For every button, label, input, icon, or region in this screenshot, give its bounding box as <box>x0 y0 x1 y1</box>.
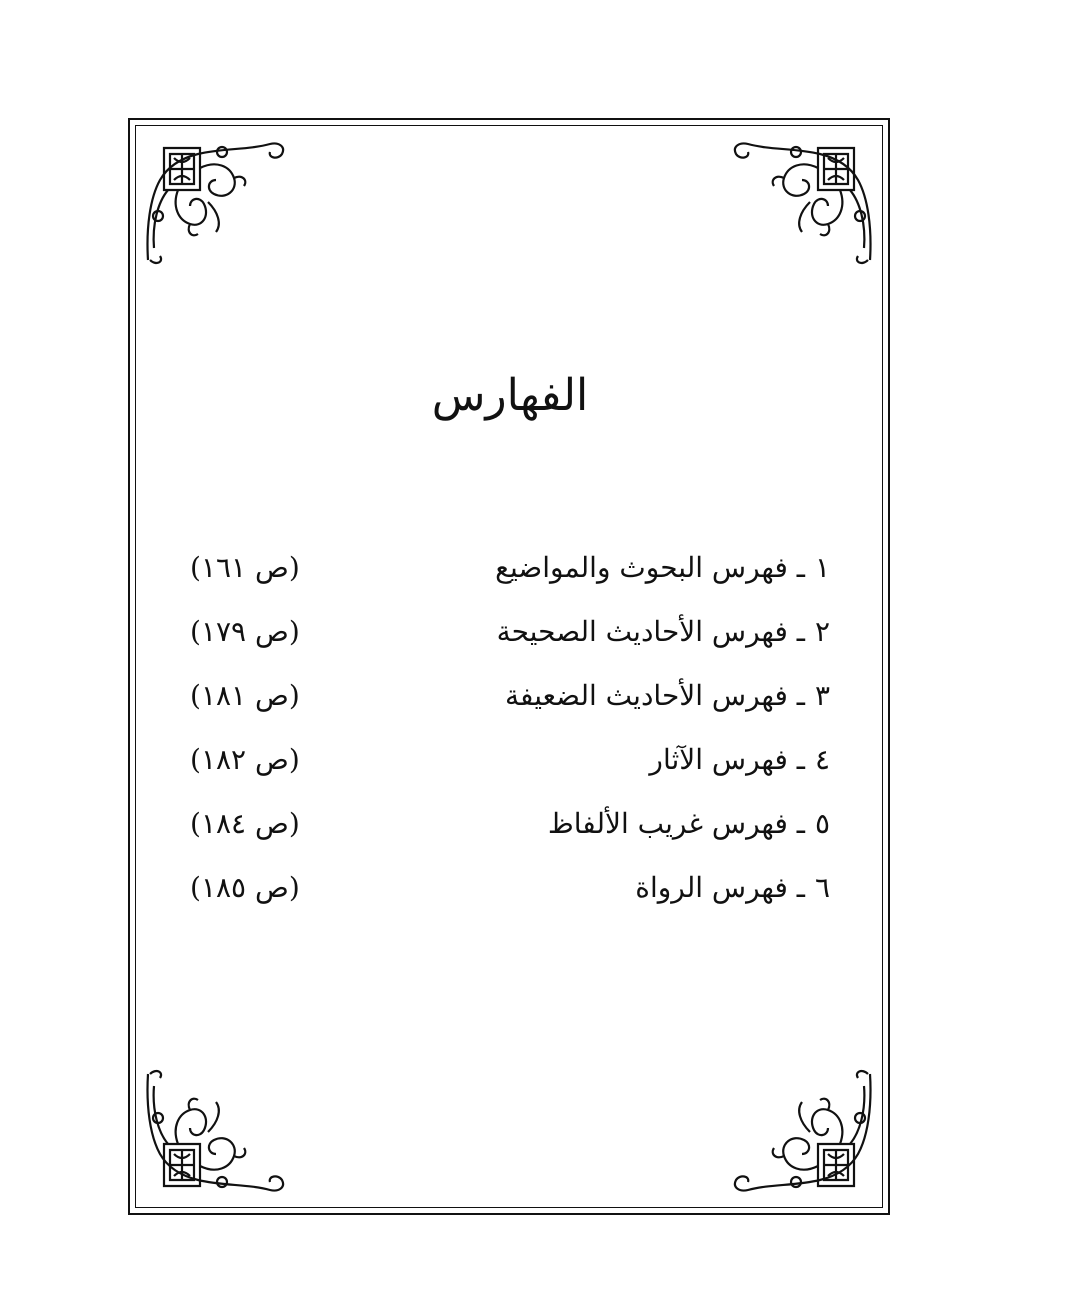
index-list <box>190 535 830 919</box>
entry-number: ٢ <box>814 614 830 648</box>
entry-page-ref: (ص ١٨١) <box>190 678 300 712</box>
entry-label: ـ فهرس الرواة <box>635 870 805 904</box>
entry-label: ـ فهرس الأحاديث الصحيحة <box>496 614 805 648</box>
index-entry[interactable] <box>190 599 830 663</box>
entry-page-ref: (ص ١٨٥) <box>190 870 300 904</box>
entry-label: ـ فهرس البحوث والمواضيع <box>495 550 805 584</box>
entry-page-ref: (ص ١٦١) <box>190 550 300 584</box>
index-entry[interactable] <box>190 791 830 855</box>
entry-label: ـ فهرس غريب الألفاظ <box>547 806 805 840</box>
entry-number: ٣ <box>814 678 830 712</box>
corner-ornament-bottom-right <box>730 1056 880 1206</box>
entry-number: ٦ <box>814 870 830 904</box>
index-entry[interactable] <box>190 855 830 919</box>
page-title: الفهارس <box>431 370 589 421</box>
entry-page-ref: (ص ١٨٢) <box>190 742 300 776</box>
index-entry[interactable] <box>190 727 830 791</box>
entry-number: ٤ <box>814 742 830 776</box>
corner-ornament-bottom-left <box>138 1056 288 1206</box>
entry-page-ref: (ص ١٨٤) <box>190 806 300 840</box>
index-entry[interactable] <box>190 663 830 727</box>
entry-label: ـ فهرس الآثار <box>649 742 805 776</box>
entry-page-ref: (ص ١٧٩) <box>190 614 300 648</box>
index-entry[interactable] <box>190 535 830 599</box>
corner-ornament-top-right <box>730 128 880 278</box>
corner-ornament-top-left <box>138 128 288 278</box>
entry-number: ١ <box>814 550 830 584</box>
entry-number: ٥ <box>814 806 830 840</box>
entry-label: ـ فهرس الأحاديث الضعيفة <box>505 678 805 712</box>
